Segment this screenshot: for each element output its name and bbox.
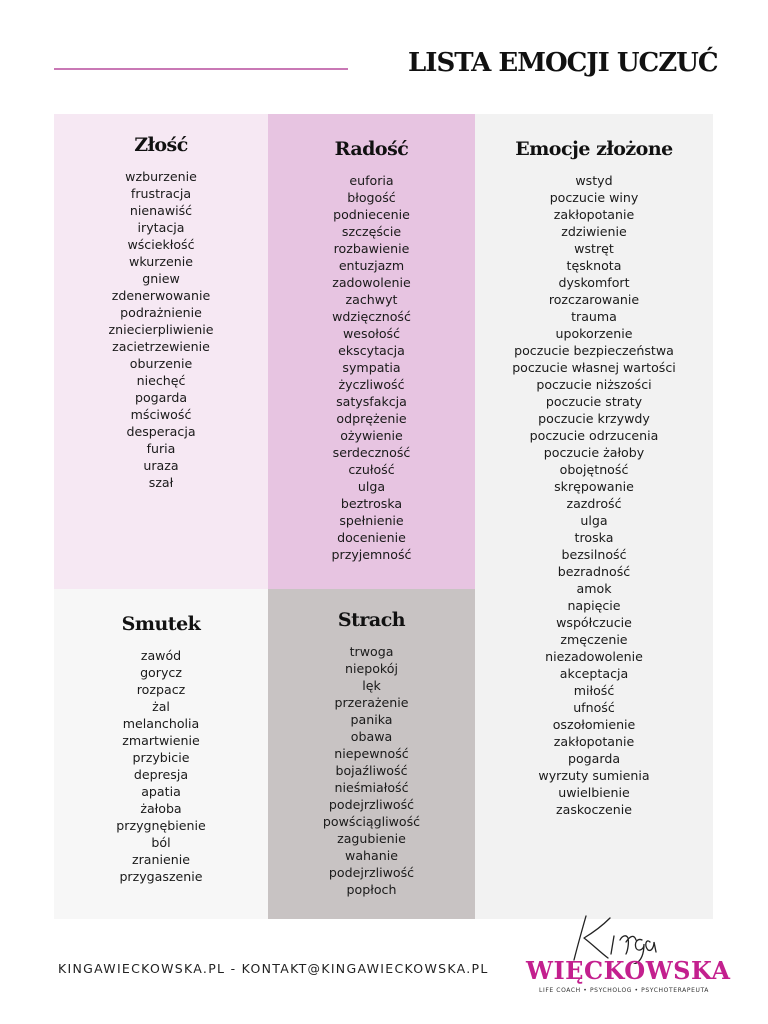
- panel-heading-zlosc: Złość: [134, 134, 188, 156]
- list-item: zawód: [140, 648, 182, 663]
- list-item: tęsknota: [566, 258, 622, 273]
- list-item: nienawiść: [129, 203, 193, 218]
- list-item: lęk: [362, 678, 381, 693]
- list-item: rozpacz: [136, 682, 186, 697]
- list-item: gorycz: [140, 665, 182, 680]
- list-item: trauma: [571, 309, 617, 324]
- list-item: mściwość: [130, 407, 192, 422]
- list-item: zmartwienie: [122, 733, 200, 748]
- list-item: przybicie: [132, 750, 190, 765]
- panel-smutek: [54, 589, 268, 919]
- list-item: euforia: [349, 173, 394, 188]
- list-item: akceptacja: [559, 666, 629, 681]
- list-item: zmęczenie: [560, 632, 628, 647]
- panel-emocje-zlozone: [475, 114, 713, 919]
- list-item: upokorzenie: [555, 326, 633, 341]
- list-item: pogarda: [134, 390, 188, 405]
- panel-strach: [268, 589, 475, 919]
- list-item: wyrzuty sumienia: [538, 768, 650, 783]
- list-item: wdzięczność: [332, 309, 411, 324]
- list-item: współczucie: [556, 615, 632, 630]
- list-item: błogość: [347, 190, 396, 205]
- list-item: docenienie: [337, 530, 406, 545]
- list-item: poczucie własnej wartości: [512, 360, 676, 375]
- list-item: przygaszenie: [119, 869, 203, 884]
- list-item: żal: [152, 699, 170, 714]
- list-item: panika: [350, 712, 393, 727]
- list-item: poczucie odrzucenia: [529, 428, 659, 443]
- list-item: wzburzenie: [125, 169, 197, 184]
- list-item: wesołość: [342, 326, 401, 341]
- list-item: zagubienie: [337, 831, 406, 846]
- list-item: ożywienie: [340, 428, 403, 443]
- list-item: podejrzliwość: [328, 797, 415, 812]
- list-item: uraza: [143, 458, 179, 473]
- list-item: frustracja: [130, 186, 192, 201]
- list-item: satysfakcja: [336, 394, 407, 409]
- list-item: uwielbienie: [558, 785, 630, 800]
- list-item: zdziwienie: [561, 224, 627, 239]
- list-item: szczęście: [341, 224, 402, 239]
- list-item: żałoba: [140, 801, 182, 816]
- panel-heading-smutek: Smutek: [121, 613, 201, 635]
- list-item: wściekłość: [127, 237, 195, 252]
- emotion-list-smutek: [54, 647, 268, 885]
- list-item: poczucie krzywdy: [538, 411, 650, 426]
- list-item: beztroska: [340, 496, 403, 511]
- list-item: furia: [146, 441, 176, 456]
- list-item: entuzjazm: [338, 258, 405, 273]
- list-item: napięcie: [567, 598, 621, 613]
- list-item: irytacja: [137, 220, 185, 235]
- list-item: zaskoczenie: [556, 802, 632, 817]
- list-item: wstyd: [575, 173, 613, 188]
- list-item: miłość: [573, 683, 615, 698]
- list-item: sympatia: [342, 360, 401, 375]
- list-item: melancholia: [122, 716, 200, 731]
- list-item: ufność: [573, 700, 615, 715]
- list-item: oburzenie: [129, 356, 193, 371]
- list-item: popłoch: [346, 882, 397, 897]
- brand-logo: [522, 910, 731, 1000]
- list-item: wkurzenie: [129, 254, 193, 269]
- list-item: wahanie: [345, 848, 398, 863]
- list-item: skrępowanie: [554, 479, 634, 494]
- list-item: czułość: [348, 462, 395, 477]
- list-item: ulga: [357, 479, 386, 494]
- list-item: wstręt: [574, 241, 614, 256]
- list-item: bojaźliwość: [335, 763, 408, 778]
- list-item: ból: [151, 835, 171, 850]
- list-item: poczucie niższości: [536, 377, 652, 392]
- list-item: niezadowolenie: [545, 649, 643, 664]
- list-item: przygnębienie: [116, 818, 206, 833]
- list-item: gniew: [142, 271, 180, 286]
- list-item: apatia: [141, 784, 181, 799]
- list-item: niechęć: [136, 373, 186, 388]
- list-item: obawa: [350, 729, 393, 744]
- panel-heading-strach: Strach: [337, 609, 406, 631]
- decorative-rule: [54, 68, 348, 70]
- list-item: podniecenie: [333, 207, 410, 222]
- list-item: zazdrość: [566, 496, 622, 511]
- panel-radosc: [268, 114, 475, 589]
- logo-tagline: LIFE COACH • PSYCHOLOG • PSYCHOTERAPEUTA: [539, 987, 709, 994]
- list-item: amok: [576, 581, 612, 596]
- list-item: życzliwość: [338, 377, 405, 392]
- list-item: zniecierpliwienie: [108, 322, 214, 337]
- list-item: rozbawienie: [333, 241, 410, 256]
- list-item: depresja: [133, 767, 189, 782]
- list-item: pogarda: [567, 751, 621, 766]
- logo-name: WIĘCKOWSKA: [526, 956, 731, 985]
- list-item: poczucie winy: [549, 190, 639, 205]
- list-item: szał: [148, 475, 174, 490]
- list-item: ulga: [580, 513, 608, 528]
- list-item: podejrzliwość: [328, 865, 415, 880]
- list-item: troska: [574, 530, 614, 545]
- list-item: niepokój: [345, 661, 398, 676]
- list-item: spełnienie: [339, 513, 404, 528]
- list-item: bezsilność: [561, 547, 627, 562]
- list-item: przyjemność: [331, 547, 412, 562]
- emotion-list-strach: [268, 643, 475, 898]
- list-item: zranienie: [132, 852, 190, 867]
- list-item: odprężenie: [336, 411, 407, 426]
- list-item: poczucie żałoby: [543, 445, 645, 460]
- list-item: ekscytacja: [338, 343, 405, 358]
- list-item: rozczarowanie: [548, 292, 640, 307]
- list-item: oszołomienie: [552, 717, 636, 732]
- emotion-list-zlosc: [54, 168, 268, 491]
- list-item: poczucie straty: [545, 394, 643, 409]
- panel-zlosc: [54, 114, 268, 589]
- list-item: zakłopotanie: [553, 207, 635, 222]
- list-item: bezradność: [557, 564, 631, 579]
- list-item: obojętność: [559, 462, 629, 477]
- list-item: desperacja: [126, 424, 196, 439]
- panel-heading-radosc: Radość: [334, 138, 409, 160]
- list-item: trwoga: [349, 644, 394, 659]
- list-item: podrażnienie: [120, 305, 202, 320]
- emotion-list-radosc: [268, 172, 475, 563]
- list-item: zakłopotanie: [553, 734, 635, 749]
- list-item: zachwyt: [345, 292, 398, 307]
- list-item: przerażenie: [334, 695, 409, 710]
- list-item: powściągliwość: [322, 814, 421, 829]
- footer-contact[interactable]: KINGAWIECKOWSKA.PL - KONTAKT@KINGAWIECKOWSKA.PL: [58, 961, 489, 976]
- list-item: nieśmiałość: [334, 780, 409, 795]
- page-title: LISTA EMOCJI UCZUĆ: [408, 48, 718, 78]
- list-item: poczucie bezpieczeństwa: [514, 343, 674, 358]
- list-item: niepewność: [334, 746, 409, 761]
- list-item: zacietrzewienie: [112, 339, 210, 354]
- list-item: dyskomfort: [558, 275, 630, 290]
- panel-heading-emocje-zlozone: Emocje złożone: [515, 138, 673, 160]
- list-item: zadowolenie: [332, 275, 411, 290]
- list-item: zdenerwowanie: [111, 288, 211, 303]
- emotion-list-emocje-zlozone: [475, 172, 713, 818]
- list-item: serdeczność: [332, 445, 411, 460]
